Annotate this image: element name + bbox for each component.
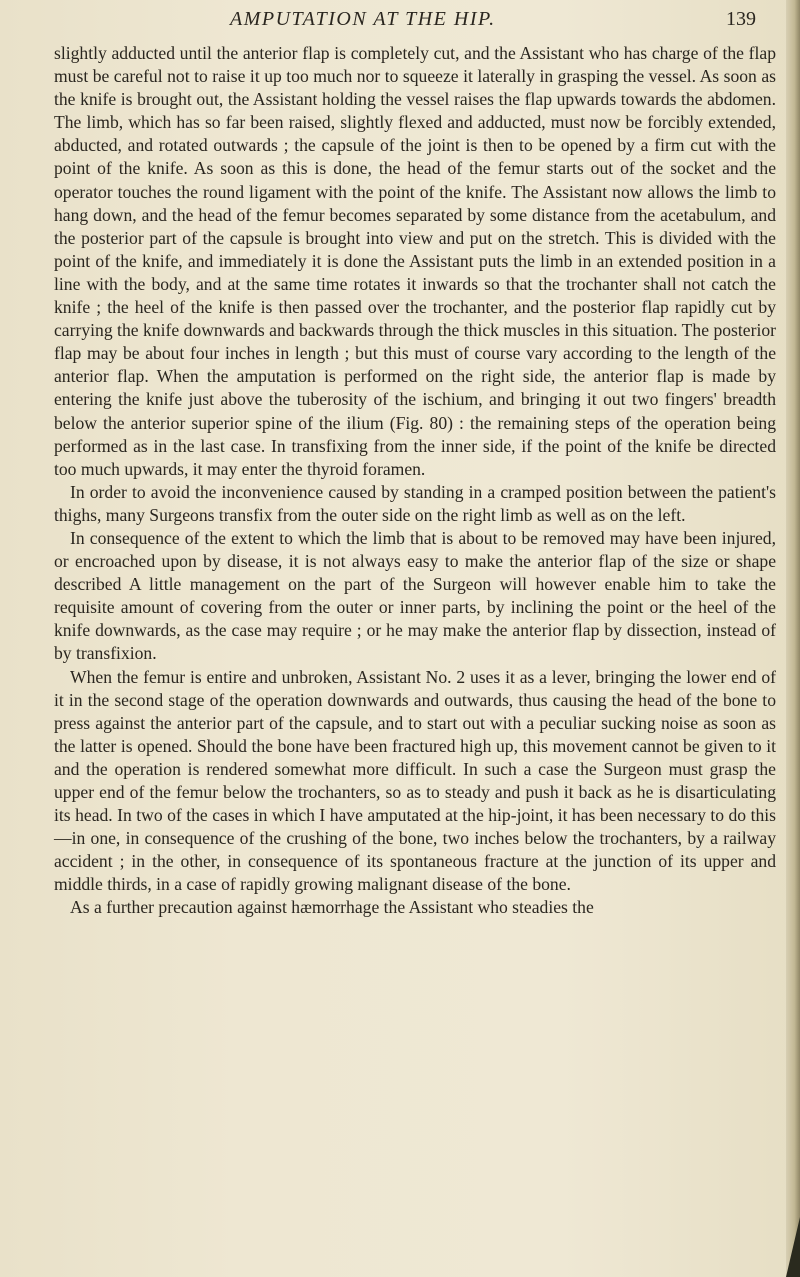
page-header	[60, 8, 776, 34]
body-text	[54, 42, 776, 920]
paragraph-4: When the femur is entire and unbroken, Assistant No. 2 uses it as a lever, bringing the lower end of it in the second stage of the operation downwards and outwards, thus causing the head of the bone to press against the anterior part of the capsule, and to start out with a peculiar sucking noise as soon as the latter is opened. Should the bone have been fractured high up, this movement cannot be given to it and the operation is rendered somewhat more difficult. In such a case the Surgeon must grasp the upper end of the femur below the trochanters, so as to steady and push it back as he is disarticulating its head. In two of the cases in which I have amputated at the hip-joint, it has been necessary to do this—in one, in consequence of the crushing of the bone, two inches below the trochanters, by a railway accident ; in the other, in consequence of its spontaneous fracture at the junction of its upper and middle thirds, in a case of rapidly growing malignant disease of the bone.	[54, 666, 776, 895]
paragraph-5: As a further precaution against hæmorrhage the Assistant who steadies the	[70, 897, 594, 918]
page-edge	[786, 0, 800, 1277]
corner-mark	[786, 1217, 800, 1277]
paragraph-1: slightly adducted until the anterior flap is completely cut, and the Assistant who has charge of the flap must be careful not to raise it up too much nor to squeeze it laterally in grasping the vessel. As soon as the knife is brought out, the Assistant holding the vessel raises the flap upwards towards the abdomen. The limb, which has so far been raised, slightly flexed and adducted, must now be forcibly extended, abducted, and rotated outwards ; the capsule of the joint is then to be opened by a firm cut with the point of the knife. As soon as this is done, the head of the femur starts out of the socket and the operator touches the round ligament with the point of the knife. The Assistant now allows the limb to hang down, and the head of the femur becomes separated by some distance from the acetabulum, and the posterior part of the capsule is brought into view and put on the stretch. This is divided with the point of the knife, and immediately it is done the Assistant puts the limb in an extended position in a line with the body, and at the same time rotates it inwards so that the trochanter shall not catch the knife ; the heel of the knife is then passed over the trochanter, and the posterior flap rapidly cut by carrying the knife downwards and backwards through the thick muscles in this situation. The posterior flap may be about four inches in length ; but this must of course vary according to the length of the anterior flap. When the amputation is performed on the right side, the anterior flap is made by entering the knife just above the tuberosity of the ischium, and bringing it out two fingers' breadth below the anterior superior spine of the ilium (Fig. 80) : the remaining steps of the operation being performed as in the last case. In transfixing from the inner side, if the point of the knife be directed too much upwards, it may enter the thyroid foramen.	[54, 43, 776, 479]
paragraph-2: In order to avoid the inconvenience caused by standing in a cramped position between the patient's thighs, many Surgeons transfix from the outer side on the right limb as well as on the left.	[54, 481, 776, 525]
running-head: AMPUTATION AT THE HIP.	[230, 8, 496, 30]
paragraph-3: In consequence of the extent to which the limb that is about to be removed may have been injured, or encroached upon by disease, it is not always easy to make the anterior flap of the size or shape described A little management on the part of the Surgeon will however enable him to take the requisite amount of covering from the outer or inner parts, by inclining the point or the heel of the knife downwards, as the case may require ; or he may make the anterior flap by dissection, instead of by transfixion.	[54, 527, 776, 664]
page-number: 139	[726, 8, 756, 30]
